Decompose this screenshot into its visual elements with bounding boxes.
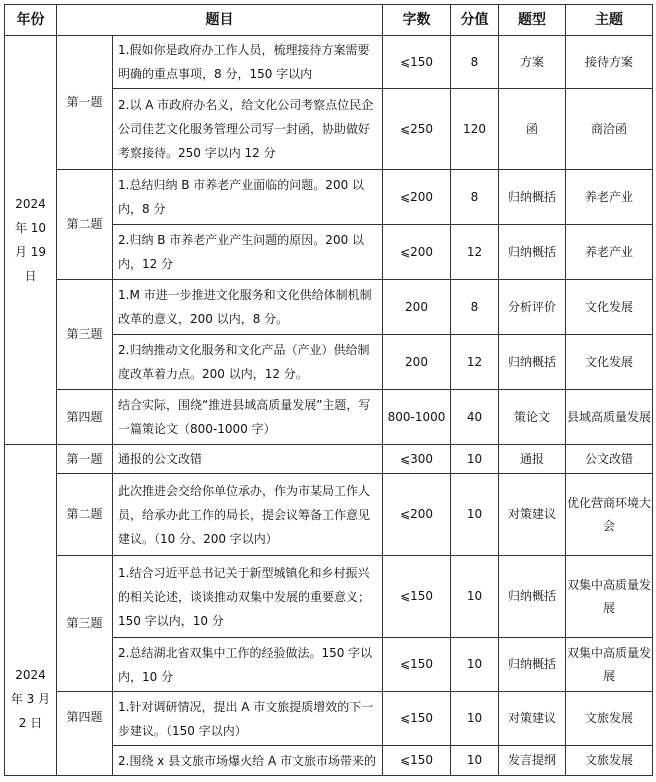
question-type: 归纳概括: [499, 225, 566, 280]
word-limit: ⩽150: [383, 692, 451, 746]
question-text: 1.M 市进一步推进文化服务和文化供给体制机制改革的意义，200 以内，8 分。: [113, 280, 383, 335]
question-type: 函: [499, 89, 566, 170]
question-text: 通报的公文改错: [113, 445, 383, 474]
question-type: 发言提纲: [499, 746, 566, 776]
question-text: 结合实际，围绕“推进县域高质量发展”主题，写一篇策论文（800-1000 字）: [113, 390, 383, 445]
table-row: [5, 390, 653, 445]
section-label: 第三题: [57, 556, 113, 692]
question-type: 分析评价: [499, 280, 566, 335]
table-row: [5, 474, 653, 556]
question-type: 归纳概括: [499, 638, 566, 692]
question-text: 1.假如你是政府办工作人员，梳理接待方案需要明确的重点事项，8 分，150 字以内: [113, 36, 383, 89]
question-type: 方案: [499, 36, 566, 89]
question-text: 1.总结归纳 B 市养老产业面临的问题。200 以内，8 分: [113, 170, 383, 225]
question-type: 通报: [499, 445, 566, 474]
word-limit: ⩽250: [383, 89, 451, 170]
word-limit: ⩽150: [383, 746, 451, 776]
word-limit: ⩽300: [383, 445, 451, 474]
header-question: 题目: [57, 5, 383, 36]
topic: 双集中高质量发展: [566, 638, 653, 692]
topic: 文旅发展: [566, 746, 653, 776]
score: 120: [451, 89, 499, 170]
topic: 优化营商环境大会: [566, 474, 653, 556]
section-label: 第四题: [57, 692, 113, 776]
section-label: 第一题: [57, 36, 113, 170]
word-limit: 200: [383, 280, 451, 335]
word-limit: ⩽200: [383, 170, 451, 225]
question-type: 策论文: [499, 390, 566, 445]
question-text: 2.归纳 B 市养老产业产生问题的原因。200 以内，12 分: [113, 225, 383, 280]
score: 10: [451, 692, 499, 746]
section-label: 第二题: [57, 170, 113, 280]
score: 12: [451, 335, 499, 390]
question-text: 1.针对调研情况，提出 A 市文旅提质增效的下一步建议。（150 字以内）: [113, 692, 383, 746]
topic: 接待方案: [566, 36, 653, 89]
score: 10: [451, 638, 499, 692]
question-type: 归纳概括: [499, 556, 566, 638]
header-type: 题型: [499, 5, 566, 36]
year-cell: 2024 年 10 月 19 日: [5, 36, 57, 445]
question-text: 2.总结湖北省双集中工作的经验做法。150 字以内，10 分: [113, 638, 383, 692]
topic: 文化发展: [566, 335, 653, 390]
table-row: [5, 170, 653, 225]
score: 8: [451, 36, 499, 89]
section-label: 第四题: [57, 390, 113, 445]
word-limit: ⩽150: [383, 556, 451, 638]
section-label: 第一题: [57, 445, 113, 474]
topic: 养老产业: [566, 225, 653, 280]
topic: 公文改错: [566, 445, 653, 474]
topic: 商洽函: [566, 89, 653, 170]
score: 10: [451, 445, 499, 474]
word-limit: ⩽150: [383, 36, 451, 89]
header-words: 字数: [383, 5, 451, 36]
table-row: [5, 556, 653, 638]
word-limit: 800-1000: [383, 390, 451, 445]
score: 40: [451, 390, 499, 445]
score: 10: [451, 474, 499, 556]
word-limit: ⩽200: [383, 474, 451, 556]
section-label: 第三题: [57, 280, 113, 390]
topic: 双集中高质量发展: [566, 556, 653, 638]
score: 10: [451, 556, 499, 638]
score: 8: [451, 280, 499, 335]
topic: 文旅发展: [566, 692, 653, 746]
topic: 县域高质量发展: [566, 390, 653, 445]
header-score: 分值: [451, 5, 499, 36]
word-limit: 200: [383, 335, 451, 390]
question-text: 2.围绕 x 县文旅市场爆火给 A 市文旅市场带来的: [113, 746, 383, 776]
topic: 文化发展: [566, 280, 653, 335]
question-type: 对策建议: [499, 474, 566, 556]
score: 12: [451, 225, 499, 280]
question-text: 2.以 A 市政府办名义，给文化公司考察点位民企公司佳艺文化服务管理公司写一封函，协助做好考察接待。250 字以内 12 分: [113, 89, 383, 170]
question-type: 对策建议: [499, 692, 566, 746]
exam-table: [4, 4, 653, 776]
table-row: [5, 692, 653, 746]
question-type: 归纳概括: [499, 170, 566, 225]
word-limit: ⩽200: [383, 225, 451, 280]
question-type: 归纳概括: [499, 335, 566, 390]
score: 10: [451, 746, 499, 776]
question-text: 此次推进会交给你单位承办，作为市某局工作人员，给承办此工作的局长，提会议筹备工作意见建议。（10 分、200 字以内）: [113, 474, 383, 556]
topic: 养老产业: [566, 170, 653, 225]
score: 8: [451, 170, 499, 225]
table-row: [5, 445, 653, 474]
table-row: [5, 36, 653, 89]
word-limit: ⩽150: [383, 638, 451, 692]
question-text: 1.结合习近平总书记关于新型城镇化和乡村振兴的相关论述，谈谈推动双集中发展的重要意义；150 字以内，10 分: [113, 556, 383, 638]
table-row: [5, 280, 653, 335]
year-cell: 2024 年 3 月 2 日: [5, 445, 57, 776]
header-row: [5, 5, 653, 36]
header-topic: 主题: [566, 5, 653, 36]
header-year: 年份: [5, 5, 57, 36]
section-label: 第二题: [57, 474, 113, 556]
question-text: 2.归纳推动文化服务和文化产品（产业）供给制度改革着力点。200 以内，12 分。: [113, 335, 383, 390]
